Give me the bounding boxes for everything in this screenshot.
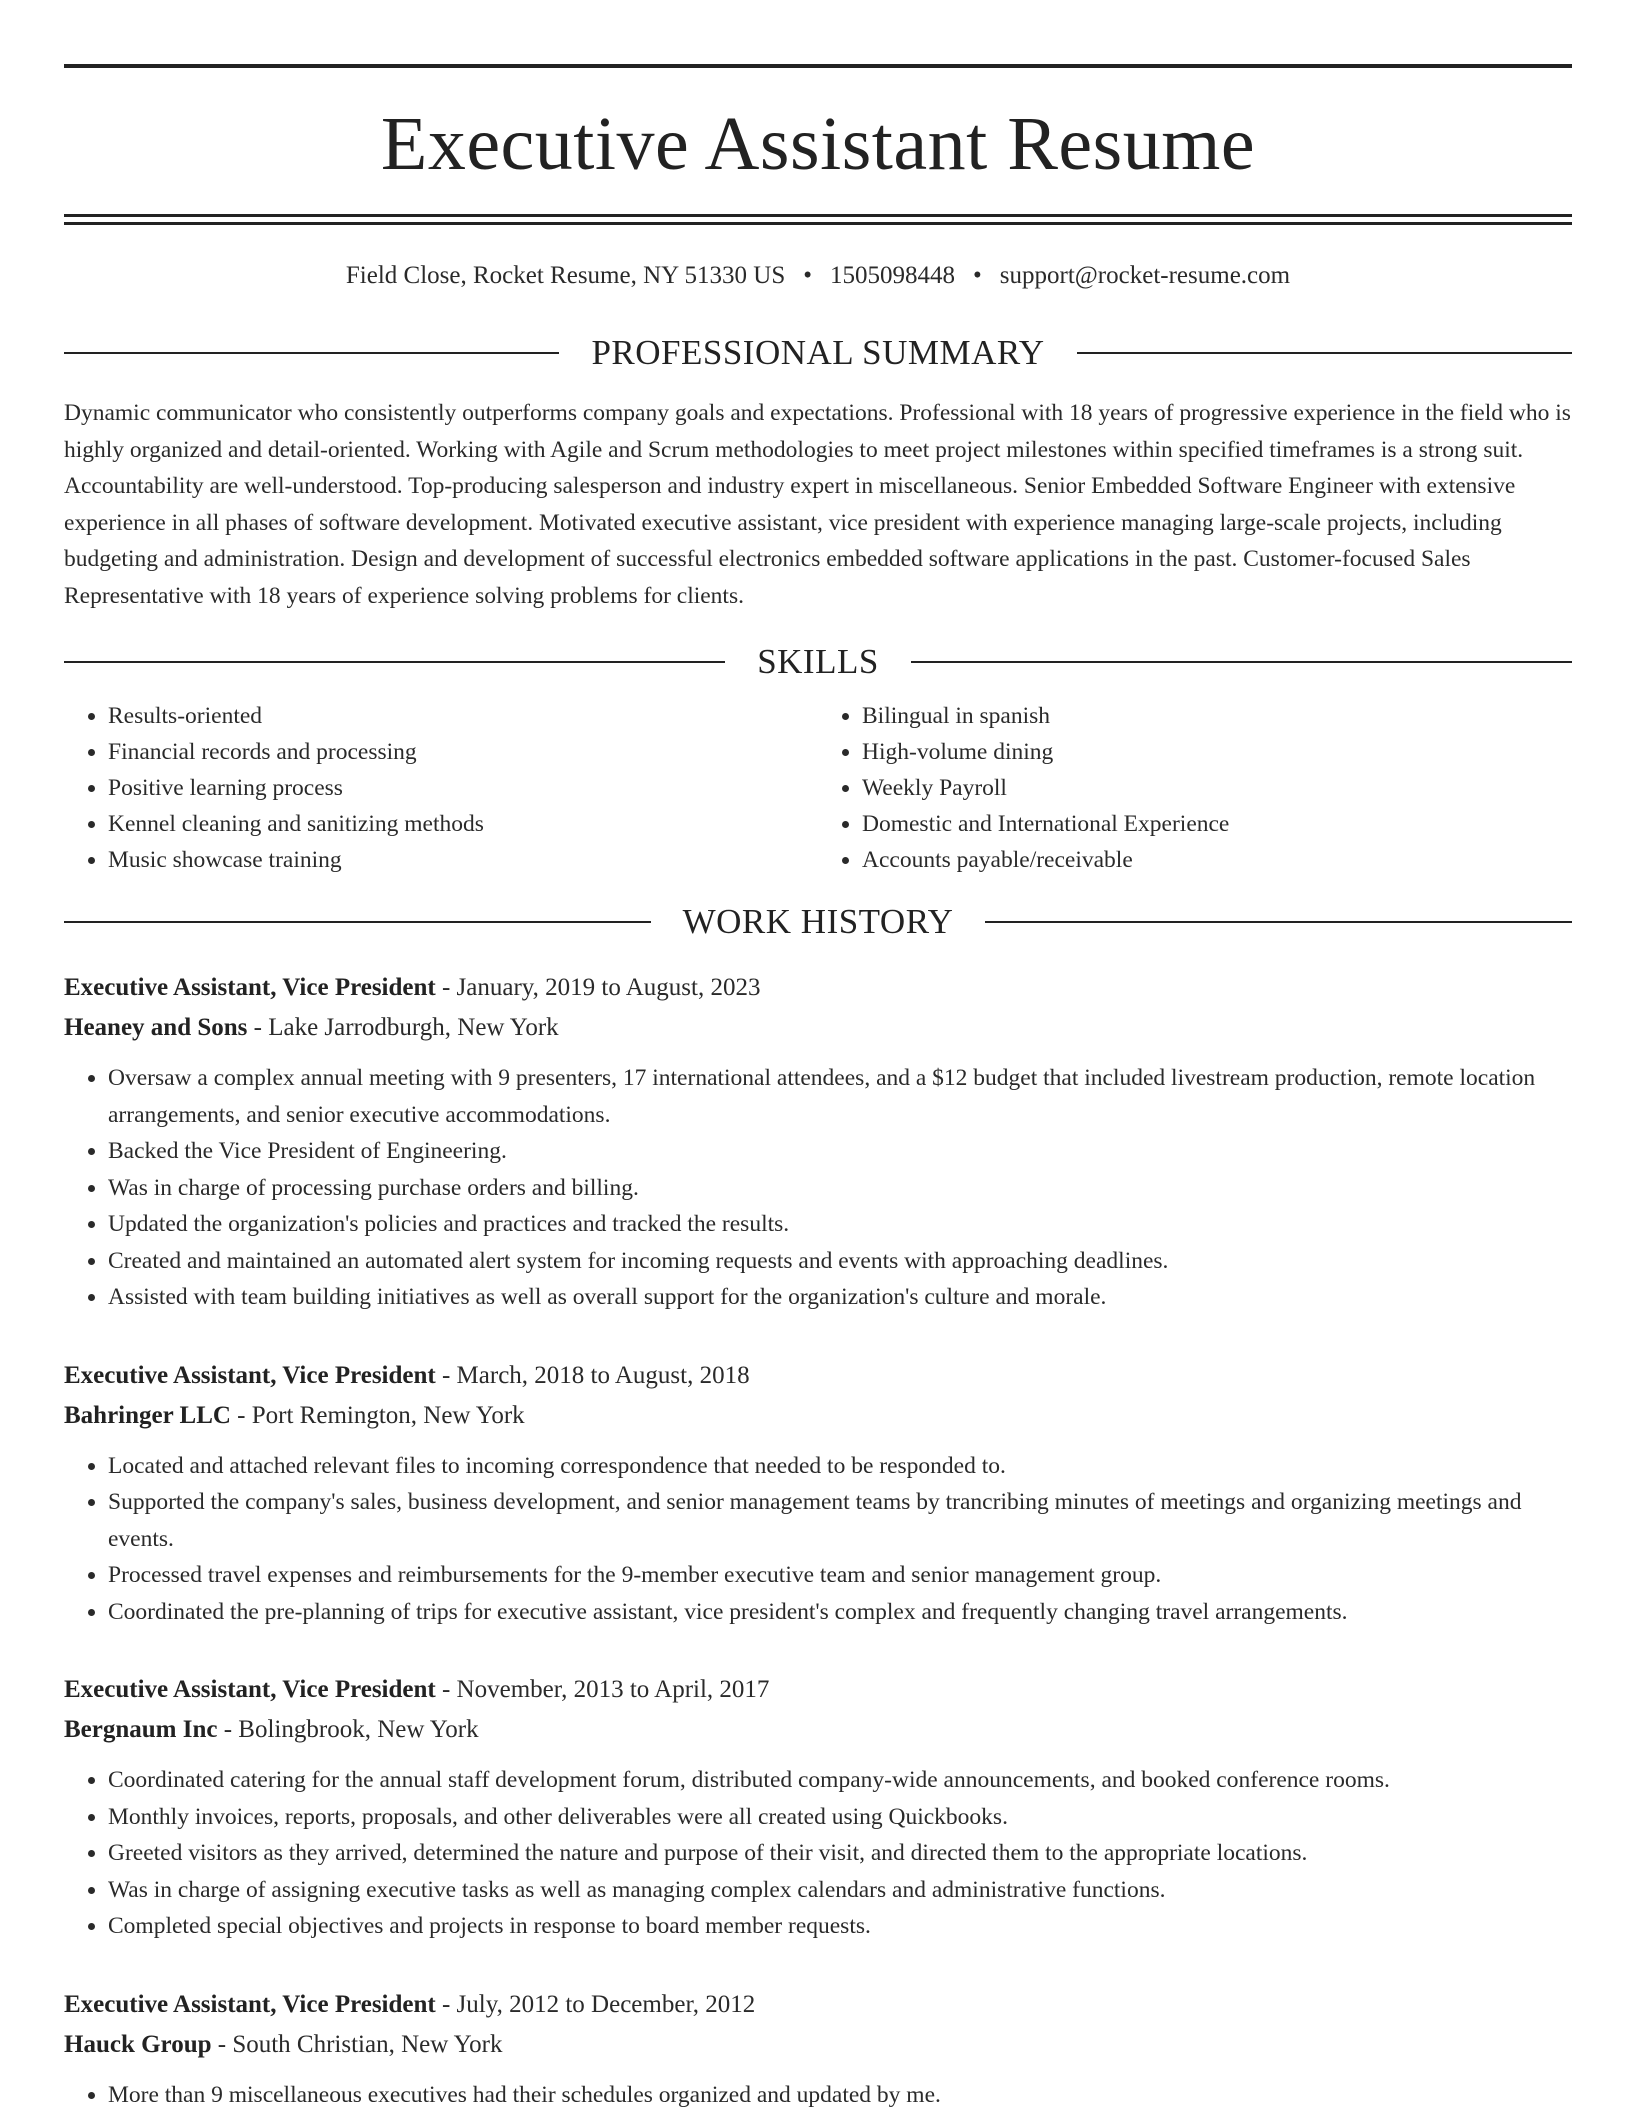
skills-list (64, 698, 1572, 878)
job-entry (64, 968, 1572, 1316)
job-entry (64, 1985, 1572, 2113)
job-company-line (64, 1008, 1572, 1048)
summary-text: Dynamic communicator who consistently outperforms company goals and expectations. Professional with 18 years of progressive experience in the field who is highly organized and detail-oriented. Working with Agile and Scrum methodologies to meet project milestones within specified timeframes is a strong suit. Accountability are well-understood. Top-producing salesperson and industry expert in miscellaneous. Senior Embedded Software Engineer with extensive experience in all phases of software development. Motivated executive assistant, vice president with experience managing large-scale projects, including budgeting and administration. Design and development of successful electronics embedded software applications in the past. Customer-focused Sales Representative with 18 years of experience solving problems for clients. (64, 395, 1572, 614)
job-dates: - January, 2019 to August, 2023 (436, 974, 761, 1001)
job-bullet: • Completed special objectives and projects in response to board member requests. (108, 1908, 1572, 1945)
resume-title: Executive Assistant Resume (64, 106, 1572, 182)
job-bullet: • Assisted with team building initiatives as well as overall support for the organization's culture and morale. (108, 1279, 1572, 1316)
job-bullet: • Coordinated catering for the annual staff development forum, distributed company-wide announcements, and booked conference rooms. (108, 1762, 1572, 1799)
job-title: Executive Assistant, Vice President (64, 1362, 436, 1389)
job-title-line (64, 968, 1572, 1008)
contact-address: Field Close, Rocket Resume, NY 51330 US (346, 262, 785, 289)
skill-item: • Financial records and processing (108, 734, 818, 770)
job-bullets (64, 2077, 1572, 2113)
job-bullet: • Oversaw a complex annual meeting with 9 presenters, 17 international attendees, and a $12 budget that included livestream production, remote location arrangements, and senior executive accommodations. (108, 1060, 1572, 1133)
job-location: - Lake Jarrodburgh, New York (247, 1014, 558, 1041)
skills-column-right (818, 698, 1572, 878)
summary-section-heading (64, 333, 1572, 373)
contact-separator: • (803, 261, 812, 291)
job-company: Heaney and Sons (64, 1014, 247, 1041)
skill-item: • Domestic and International Experience (862, 806, 1572, 842)
job-dates: - November, 2013 to April, 2017 (436, 1676, 770, 1703)
job-bullet: • Updated the organization's policies and practices and tracked the results. (108, 1206, 1572, 1243)
contact-separator: • (973, 261, 982, 291)
job-bullet: • Coordinated the pre-planning of trips for executive assistant, vice president's complex and frequently changing travel arrangements. (108, 1594, 1572, 1631)
job-entry (64, 1356, 1572, 1631)
job-title: Executive Assistant, Vice President (64, 974, 436, 1001)
job-bullet: • Was in charge of assigning executive tasks as well as managing complex calendars and administrative functions. (108, 1872, 1572, 1909)
contact-phone: 1505098448 (830, 262, 955, 289)
job-bullet: • Greeted visitors as they arrived, determined the nature and purpose of their visit, and directed them to the appropriate locations. (108, 1835, 1572, 1872)
job-company: Bergnaum Inc (64, 1716, 217, 1743)
job-company: Bahringer LLC (64, 1402, 231, 1429)
job-dates: - March, 2018 to August, 2018 (436, 1362, 750, 1389)
summary-heading-label: PROFESSIONAL SUMMARY (559, 333, 1076, 373)
heading-rule-right (911, 661, 1572, 663)
job-bullet: • Backed the Vice President of Engineering. (108, 1133, 1572, 1170)
skill-item: • Weekly Payroll (862, 770, 1572, 806)
job-company: Hauck Group (64, 2031, 212, 2058)
job-bullets (64, 1060, 1572, 1316)
skills-heading-label: SKILLS (725, 642, 911, 682)
skill-item: • Music showcase training (108, 842, 818, 878)
header-double-rule (64, 214, 1572, 225)
heading-rule-left (64, 661, 725, 663)
header-top-rule (64, 64, 1572, 68)
job-location: - Port Remington, New York (231, 1402, 525, 1429)
job-bullets (64, 1762, 1572, 1945)
skill-item: • Accounts payable/receivable (862, 842, 1572, 878)
skills-column-left (64, 698, 818, 878)
skill-item: • Positive learning process (108, 770, 818, 806)
heading-rule-right (1077, 352, 1572, 354)
heading-rule-left (64, 921, 651, 923)
job-company-line (64, 2025, 1572, 2065)
job-title-line (64, 1356, 1572, 1396)
contact-email: support@rocket-resume.com (1000, 262, 1290, 289)
skill-item: • Bilingual in spanish (862, 698, 1572, 734)
job-company-line (64, 1710, 1572, 1750)
job-bullets (64, 1448, 1572, 1631)
skills-section-heading (64, 642, 1572, 682)
work-section-heading (64, 902, 1572, 942)
job-title: Executive Assistant, Vice President (64, 1991, 436, 2018)
job-bullet: • Located and attached relevant files to incoming correspondence that needed to be responded to. (108, 1448, 1572, 1485)
job-location: - South Christian, New York (212, 2031, 503, 2058)
job-company-line (64, 1396, 1572, 1436)
heading-rule-right (985, 921, 1572, 923)
work-heading-label: WORK HISTORY (651, 902, 986, 942)
job-title: Executive Assistant, Vice President (64, 1676, 436, 1703)
job-bullet: • Monthly invoices, reports, proposals, and other deliverables were all created using Quickbooks. (108, 1799, 1572, 1836)
job-entry (64, 1670, 1572, 1945)
heading-rule-left (64, 352, 559, 354)
job-bullet: • Supported the company's sales, business development, and senior management teams by trancribing minutes of meetings and organizing meetings and events. (108, 1484, 1572, 1557)
job-dates: - July, 2012 to December, 2012 (436, 1991, 756, 2018)
job-title-line (64, 1985, 1572, 2025)
job-bullet: • Was in charge of processing purchase orders and billing. (108, 1170, 1572, 1207)
skill-item: • Kennel cleaning and sanitizing methods (108, 806, 818, 842)
job-bullet: • More than 9 miscellaneous executives had their schedules organized and updated by me. (108, 2077, 1572, 2113)
skill-item: • Results-oriented (108, 698, 818, 734)
job-location: - Bolingbrook, New York (217, 1716, 478, 1743)
resume-page (64, 64, 1572, 2113)
contact-line (64, 261, 1572, 291)
job-bullet: • Created and maintained an automated alert system for incoming requests and events with approaching deadlines. (108, 1243, 1572, 1280)
job-bullet: • Processed travel expenses and reimbursements for the 9-member executive team and senior management group. (108, 1557, 1572, 1594)
job-title-line (64, 1670, 1572, 1710)
skill-item: • High-volume dining (862, 734, 1572, 770)
